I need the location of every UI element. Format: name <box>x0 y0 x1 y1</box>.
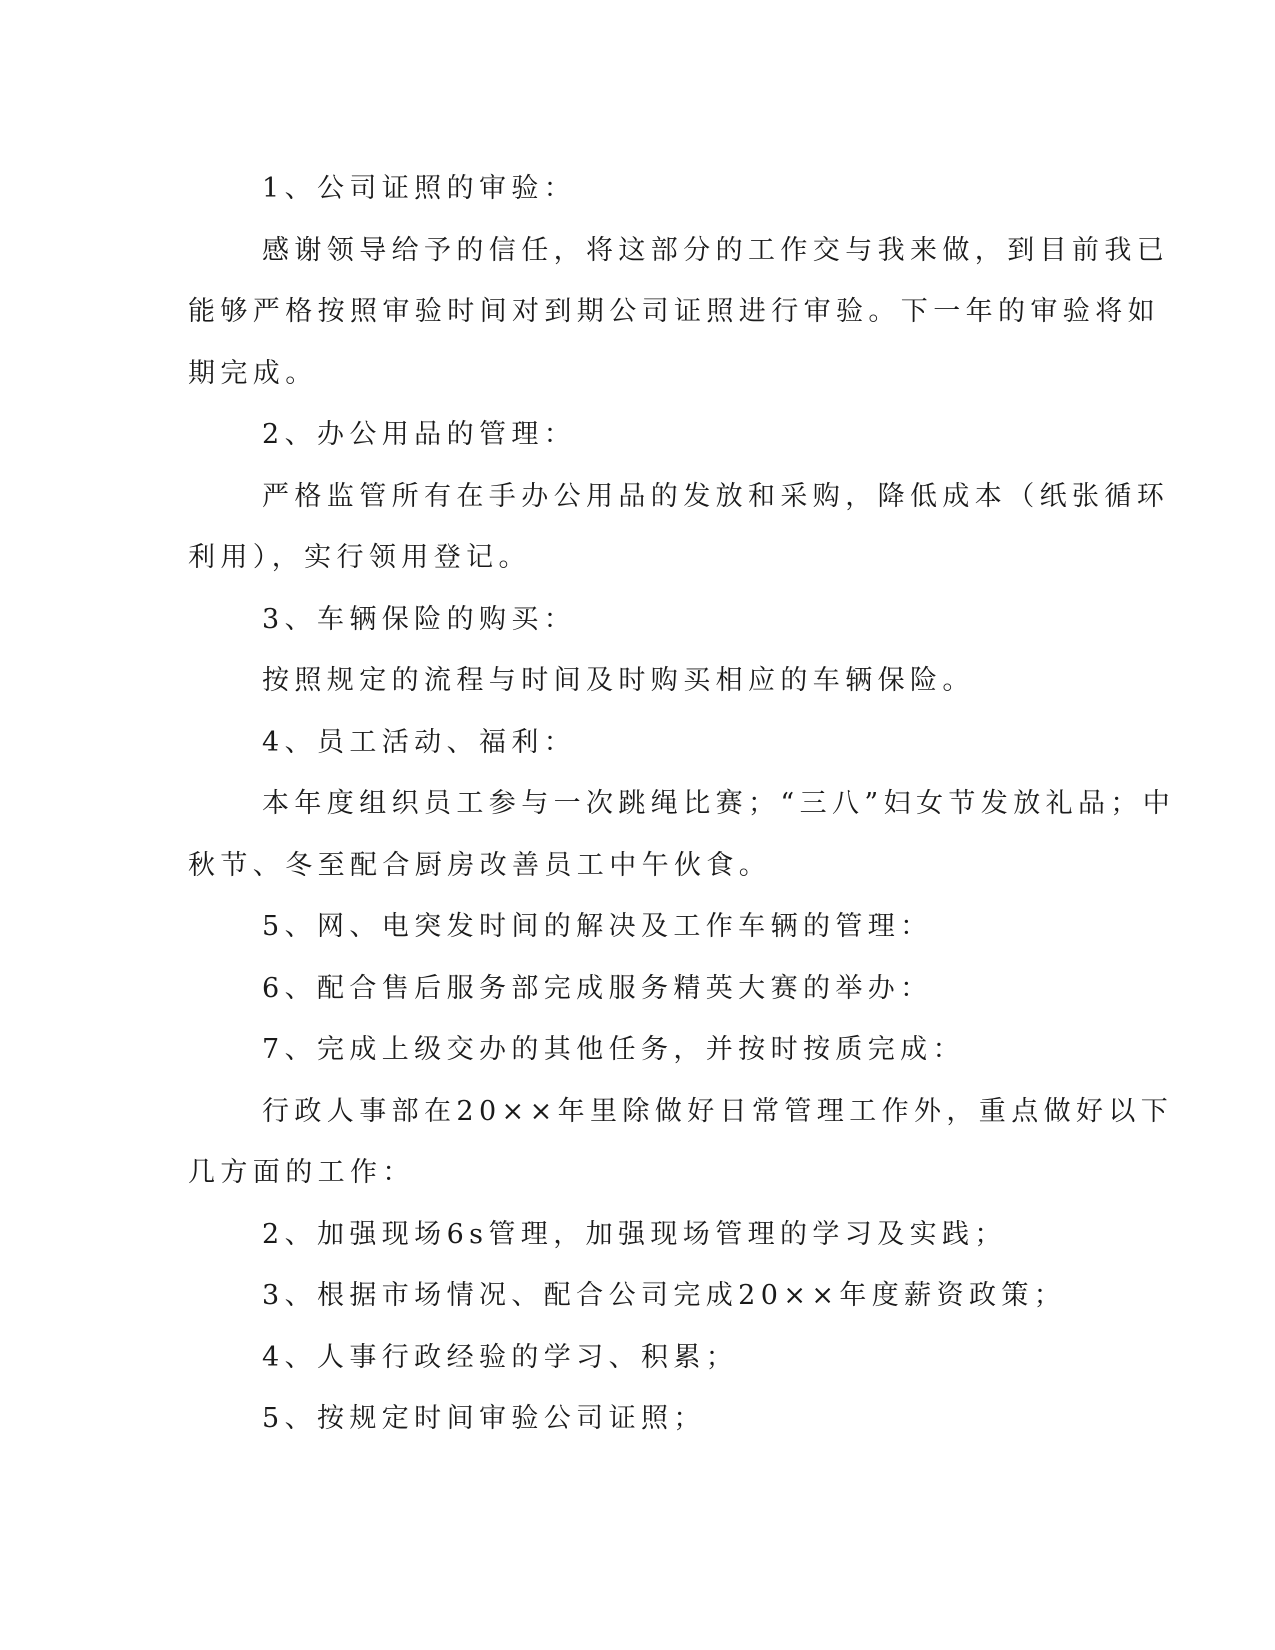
paragraph-line: 本年度组织员工参与一次跳绳比赛；“三八”妇女节发放礼品；中 <box>262 788 1176 819</box>
section-heading-service-contest: 6、配合售后服务部完成服务精英大赛的举办： <box>262 972 933 1004</box>
paragraph-line: 利用），实行领用登记。 <box>188 542 531 573</box>
paragraph-line: 能够严格按照审验时间对到期公司证照进行审验。下一年的审验将如 <box>188 296 1160 327</box>
list-item: 3、根据市场情况、配合公司完成20××年度薪资政策； <box>262 1280 1067 1311</box>
section-heading-network-power: 5、网、电突发时间的解决及工作车辆的管理： <box>262 911 933 942</box>
paragraph-line: 严格监管所有在手办公用品的发放和采购，降低成本（纸张循环 <box>262 480 1170 512</box>
section-heading-office-supplies: 2、办公用品的管理： <box>262 419 577 450</box>
paragraph-line: 期完成。 <box>188 357 318 389</box>
paragraph-line: 几方面的工作： <box>188 1157 415 1188</box>
paragraph-line: 秋节、冬至配合厨房改善员工中午伙食。 <box>188 849 772 881</box>
paragraph-line: 行政人事部在20××年里除做好日常管理工作外，重点做好以下 <box>262 1095 1174 1127</box>
list-item: 2、加强现场6s管理，加强现场管理的学习及实践； <box>262 1218 1007 1250</box>
paragraph-line: 感谢领导给予的信任，将这部分的工作交与我来做，到目前我已 <box>262 234 1170 266</box>
list-item: 5、按规定时间审验公司证照； <box>262 1403 706 1434</box>
section-heading-other-tasks: 7、完成上级交办的其他任务，并按时按质完成： <box>262 1034 965 1065</box>
section-heading-license-review: 1、公司证照的审验： <box>262 173 577 204</box>
document-body <box>188 158 1176 1450</box>
section-heading-vehicle-insurance: 3、车辆保险的购买： <box>262 603 577 635</box>
paragraph-line: 按照规定的流程与时间及时购买相应的车辆保险。 <box>262 665 975 696</box>
list-item: 4、人事行政经验的学习、积累； <box>262 1341 739 1373</box>
section-heading-staff-activities: 4、员工活动、福利： <box>262 726 577 758</box>
